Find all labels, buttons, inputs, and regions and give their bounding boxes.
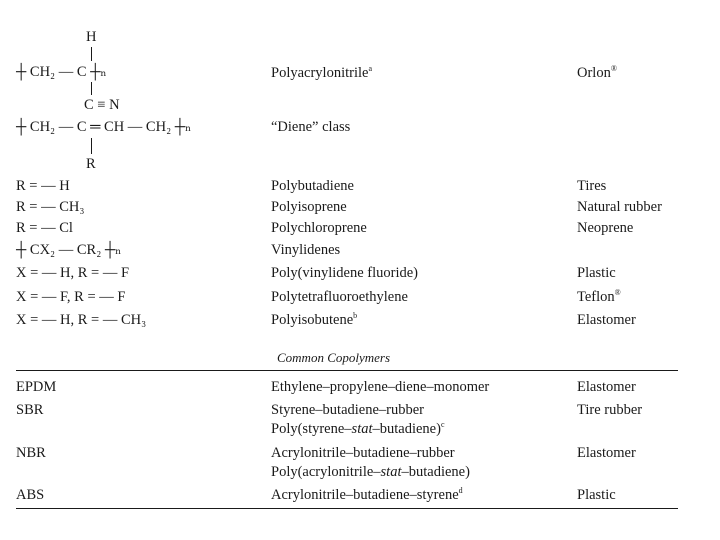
polymer-use: Natural rubber — [577, 199, 662, 215]
polymer-name: Polyisoprene — [271, 199, 347, 215]
substituent: R = — CH₃ — [16, 199, 85, 215]
section-rule — [16, 370, 678, 371]
polymer-name: Poly(vinylidene fluoride) — [271, 265, 418, 281]
section-heading: Common Copolymers — [277, 350, 391, 365]
polymer-name: Polybutadiene — [271, 178, 354, 194]
copolymer-alt-name: Poly(styrene–stat–butadiene)$^c$ — [271, 420, 445, 437]
copolymer-use: Elastomer — [577, 445, 636, 461]
polymer-name: Vinylidenes — [271, 242, 341, 258]
polymer-name: Polytetrafluoroethylene — [271, 289, 408, 305]
acrylonitrile-nitrile-group: C ≡ N — [84, 97, 120, 113]
copolymer-abbr: NBR — [16, 445, 46, 461]
polymer-name: Polyacrylonitrile$^a$ — [271, 64, 373, 81]
polymer-use: Elastomer — [577, 312, 636, 328]
copolymer-abbr: SBR — [16, 402, 44, 418]
copolymer-name: Acrylonitrile–butadiene–rubber — [271, 445, 455, 461]
acrylonitrile-h-atom: H — [86, 29, 97, 45]
diene-r-group: R — [86, 156, 96, 172]
polymer-name: Polyisobutene$^b$ — [271, 311, 358, 328]
acrylonitrile-bottom-bond — [91, 82, 92, 95]
bottom-rule — [16, 508, 678, 509]
acrylonitrile-top-bond — [91, 47, 92, 61]
copolymer-abbr: EPDM — [16, 379, 57, 395]
copolymer-abbr: ABS — [16, 487, 45, 503]
diene-r-bond — [91, 138, 92, 154]
copolymer-use: Tire rubber — [577, 402, 643, 418]
polymer-name: Polychloroprene — [271, 220, 367, 236]
copolymer-name: Styrene–butadiene–rubber — [271, 402, 425, 418]
polymer-use: Plastic — [577, 265, 616, 281]
substituent: X = — F, R = — F — [16, 289, 126, 305]
copolymer-name: Ethylene–propylene–diene–monomer — [271, 379, 490, 395]
substituent: X = — H, R = — F — [16, 265, 130, 281]
diene-chain: ┼ CH₂ — C ═ CH — CH₂ ┼ₙ — [16, 119, 192, 135]
polymer-use: Neoprene — [577, 220, 634, 236]
copolymer-use: Plastic — [577, 487, 616, 503]
polymer-name: “Diene” class — [271, 119, 351, 135]
copolymer-name: Acrylonitrile–butadiene–styrene$^d$ — [271, 486, 463, 503]
polymer-use: Orlon® — [577, 64, 617, 81]
polymer-use: Teflon® — [577, 288, 621, 305]
substituent: R = — H — [16, 178, 70, 194]
copolymer-use: Elastomer — [577, 379, 636, 395]
substituent: ┼ CX₂ — CR₂ ┼ₙ — [16, 242, 122, 258]
polymer-use: Tires — [577, 178, 607, 194]
substituent: X = — H, R = — CH₃ — [16, 312, 147, 328]
copolymer-alt-name: Poly(acrylonitrile–stat–butadiene) — [271, 464, 470, 480]
acrylonitrile-chain: ┼ CH₂ — C ┼ₙ — [16, 64, 107, 80]
substituent: R = — Cl — [16, 220, 73, 236]
